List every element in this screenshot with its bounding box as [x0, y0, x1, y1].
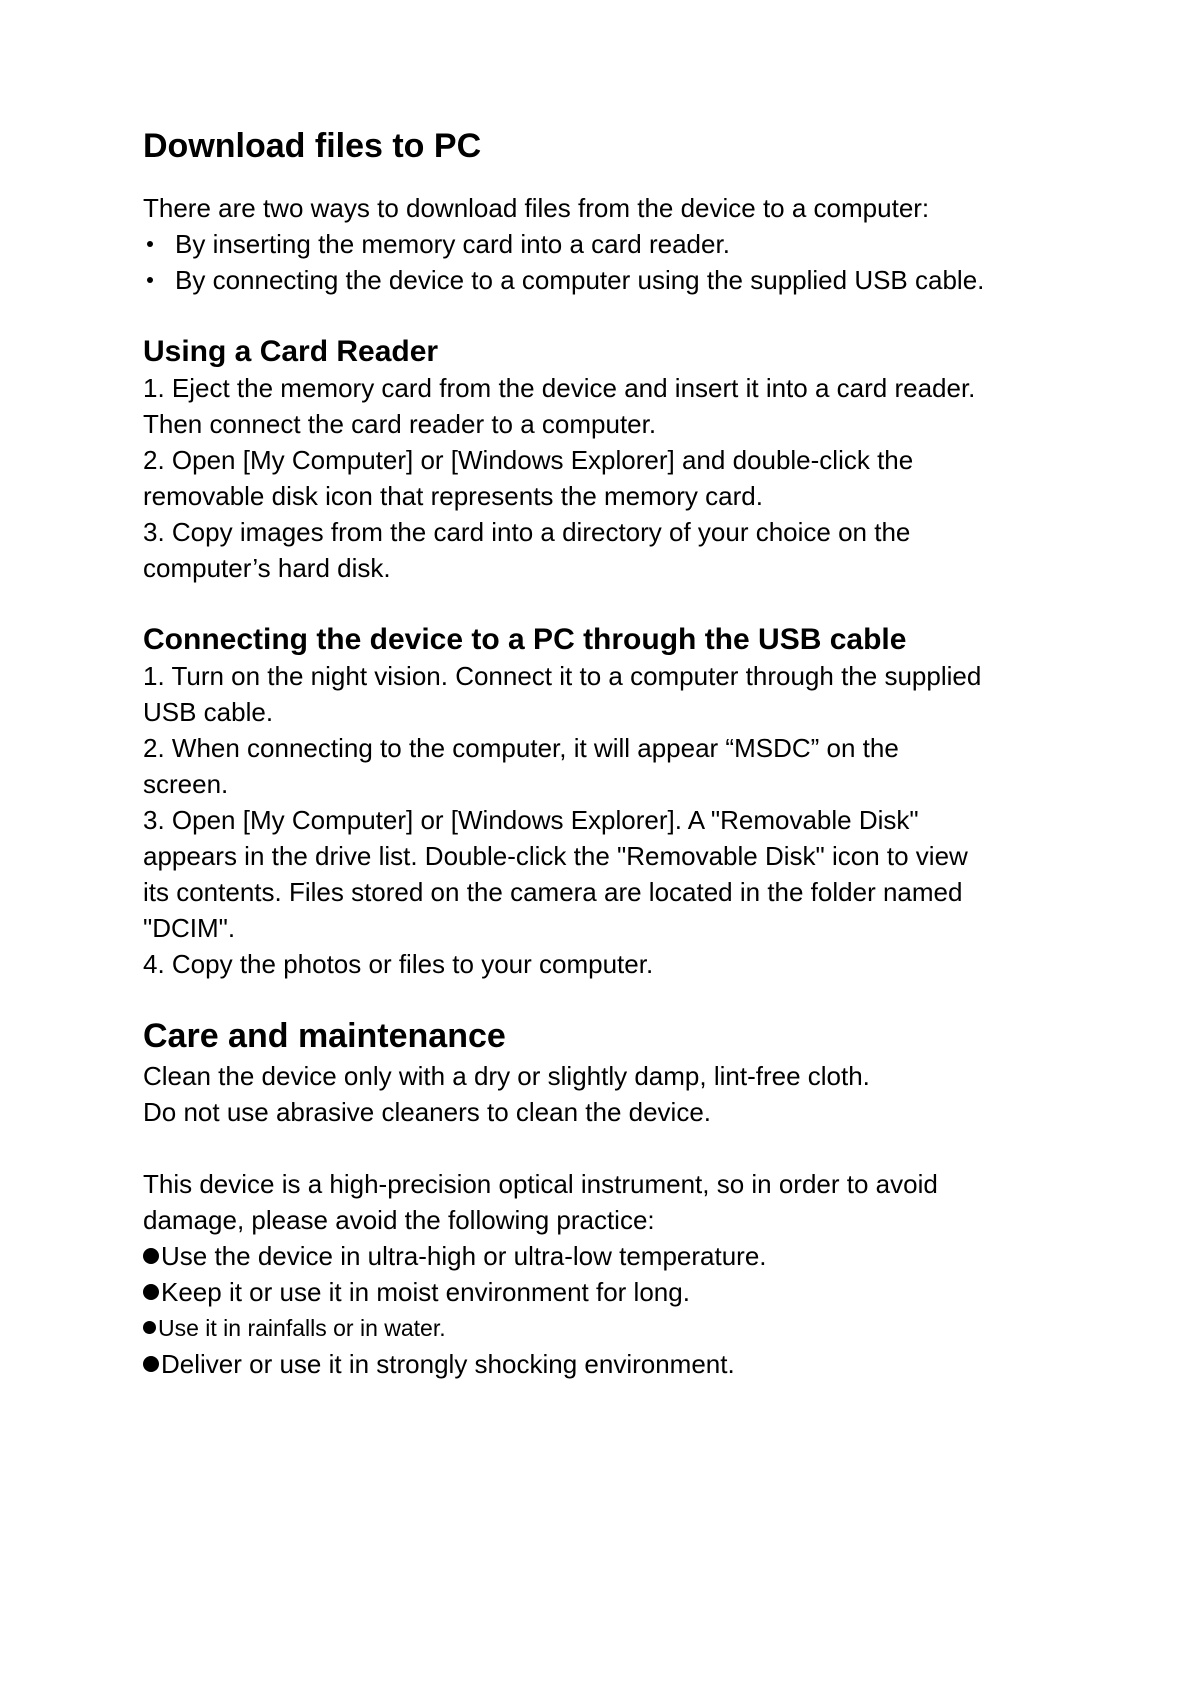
usb-line-2: USB cable. [143, 697, 274, 727]
usb-line-8: "DCIM". [143, 913, 236, 943]
filled-circle-icon [143, 1321, 156, 1334]
usb-line-5: 3. Open [My Computer] or [Windows Explorer]. A "Removable Disk" [143, 805, 919, 835]
avoid-item-2: Keep it or use it in moist environment for long. [143, 1274, 690, 1310]
filled-circle-icon [143, 1284, 159, 1300]
card-reader-line-6: computer’s hard disk. [143, 553, 391, 583]
care-line-3: This device is a high-precision optical instrument, so in order to avoid [143, 1169, 938, 1199]
usb-line-6: appears in the drive list. Double-click the "Removable Disk" icon to view [143, 841, 968, 871]
avoid-item-4: Deliver or use it in strongly shocking environment. [143, 1346, 735, 1382]
download-bullet-2: By connecting the device to a computer using the supplied USB cable. [143, 262, 984, 298]
care-line-1: Clean the device only with a dry or slightly damp, lint-free cloth. [143, 1061, 870, 1091]
care-line-4: damage, please avoid the following practice: [143, 1205, 655, 1235]
bullet-icon [147, 277, 153, 283]
usb-line-7: its contents. Files stored on the camera are located in the folder named [143, 877, 963, 907]
card-reader-line-1: 1. Eject the memory card from the device and insert it into a card reader. [143, 373, 976, 403]
usb-line-1: 1. Turn on the night vision. Connect it to a computer through the supplied [143, 661, 982, 691]
card-reader-line-4: removable disk icon that represents the memory card. [143, 481, 763, 511]
card-reader-line-5: 3. Copy images from the card into a directory of your choice on the [143, 517, 911, 547]
avoid-item-3: Use it in rainfalls or in water. [143, 1310, 446, 1346]
heading-care-maintenance: Care and maintenance [143, 1017, 506, 1055]
care-line-2: Do not use abrasive cleaners to clean the device. [143, 1097, 712, 1127]
heading-download-files: Download files to PC [143, 127, 482, 165]
filled-circle-icon [143, 1356, 159, 1372]
download-intro: There are two ways to download files from the device to a computer: [143, 193, 930, 223]
bullet-icon [147, 241, 153, 247]
usb-line-9: 4. Copy the photos or files to your computer. [143, 949, 654, 979]
usb-line-4: screen. [143, 769, 229, 799]
card-reader-line-2: Then connect the card reader to a computer. [143, 409, 657, 439]
card-reader-line-3: 2. Open [My Computer] or [Windows Explorer] and double-click the [143, 445, 914, 475]
filled-circle-icon [143, 1248, 159, 1264]
avoid-item-1: Use the device in ultra-high or ultra-low temperature. [143, 1238, 767, 1274]
usb-line-3: 2. When connecting to the computer, it will appear “MSDC” on the [143, 733, 899, 763]
heading-usb-connection: Connecting the device to a PC through the USB cable [143, 623, 907, 656]
heading-card-reader: Using a Card Reader [143, 335, 439, 368]
download-bullet-1: By inserting the memory card into a card reader. [143, 226, 730, 262]
